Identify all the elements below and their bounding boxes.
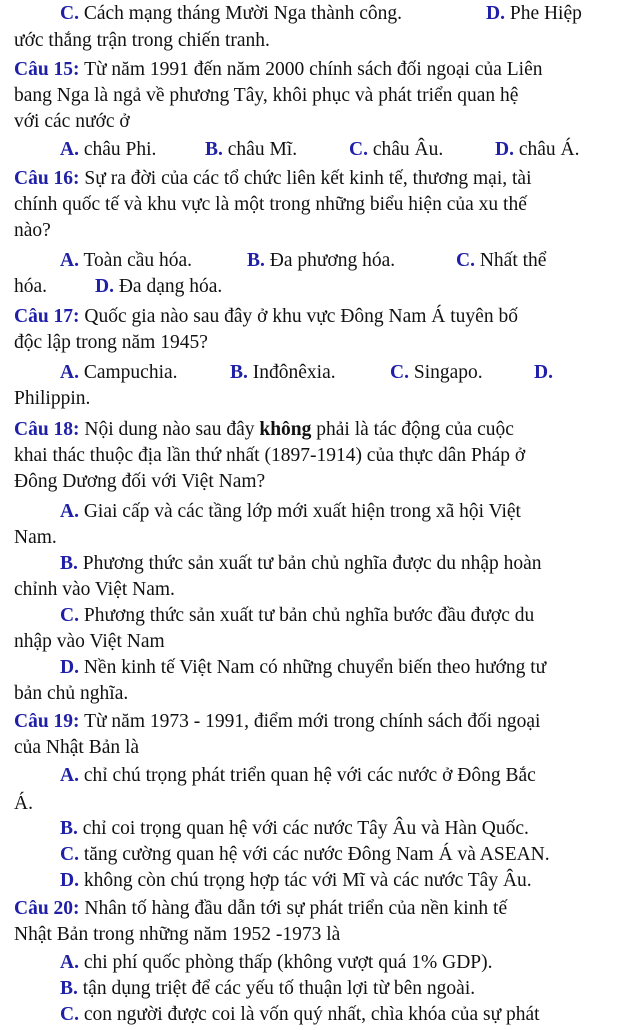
- q15-stem-line: bang Nga là ngả về phương Tây, khôi phục và phát triển quan hệ: [14, 85, 519, 106]
- option-text: Phe Hiệp: [509, 3, 582, 24]
- q17-option-c: C. Singapo.: [390, 362, 483, 383]
- q18-option-b: B. Phương thức sản xuất tư bản chủ nghĩa được du nhập hoàn: [60, 553, 542, 574]
- q16-stem-line: chính quốc tế và khu vực là một trong những biểu hiện của xu thế: [14, 194, 527, 215]
- q14-option-d-cont: ước thắng trận trong chiến tranh.: [14, 30, 270, 51]
- q17-stem-line: độc lập trong năm 1945?: [14, 332, 208, 353]
- q19-option-b: B. chỉ coi trọng quan hệ với các nước Tây Âu và Hàn Quốc.: [60, 818, 529, 839]
- q16-stem-line: Câu 16: Sự ra đời của các tổ chức liên kết kinh tế, thương mại, tài: [14, 168, 532, 189]
- option-label: C.: [60, 3, 79, 24]
- q15-option-c: C. châu Âu.: [349, 139, 444, 160]
- q16-option-a: A. Toàn cầu hóa.: [60, 250, 193, 271]
- question-number: Câu 16:: [14, 168, 80, 189]
- q20-option-a: A. chi phí quốc phòng thấp (không vượt quá 1% GDP).: [60, 952, 493, 973]
- question-number: Câu 20:: [14, 898, 80, 919]
- q20-option-c: C. con người được coi là vốn quý nhất, chìa khóa của sự phát: [60, 1004, 540, 1025]
- q17-option-d-cont: Philippin.: [14, 388, 91, 409]
- option-label: D.: [486, 3, 505, 24]
- q15-stem-line: với các nước ở: [14, 111, 130, 132]
- q15-stem-line: Câu 15: Từ năm 1991 đến năm 2000 chính sách đối ngoại của Liên: [14, 59, 543, 80]
- q16-option-b: B. Đa phương hóa.: [247, 250, 396, 271]
- q17-option-a: A. Campuchia.: [60, 362, 178, 383]
- q14-option-c: [60, 2, 402, 26]
- q18-option-c: C. Phương thức sản xuất tư bản chủ nghĩa bước đầu được du: [60, 605, 535, 626]
- q18-option-c-cont: nhập vào Việt Nam: [14, 631, 165, 652]
- q16-option-d: D. Đa dạng hóa.: [95, 276, 223, 297]
- q20-option-b: B. tận dụng triệt để các yếu tố thuận lợi từ bên ngoài.: [60, 978, 476, 999]
- q19-stem-line: của Nhật Bản là: [14, 737, 140, 758]
- q17-stem-line: Câu 17: Quốc gia nào sau đây ở khu vực Đông Nam Á tuyên bố: [14, 306, 518, 327]
- q19-option-a: A. chỉ chú trọng phát triển quan hệ với các nước ở Đông Bắc: [60, 765, 536, 786]
- question-number: Câu 15:: [14, 59, 80, 80]
- q18-option-b-cont: chỉnh vào Việt Nam.: [14, 579, 175, 600]
- q17-option-d: D.: [534, 362, 553, 383]
- q15-option-d: D. châu Á.: [495, 139, 580, 160]
- q18-option-a-cont: Nam.: [14, 527, 57, 548]
- q18-stem-line: khai thác thuộc địa lần thứ nhất (1897-1914) của thực dân Pháp ở: [14, 445, 526, 466]
- q17-option-b: B. Inđônêxia.: [230, 362, 336, 383]
- option-text: Cách mạng tháng Mười Nga thành công.: [83, 3, 403, 24]
- emphasis-negation: không: [259, 419, 312, 440]
- q20-stem-line: Câu 20: Nhân tố hàng đầu dẫn tới sự phát triển của nền kinh tế: [14, 898, 508, 919]
- q16-option-c-cont: hóa.: [14, 276, 48, 297]
- q20-stem-line: Nhật Bản trong những năm 1952 -1973 là: [14, 924, 341, 945]
- question-number: Câu 18:: [14, 419, 80, 440]
- q19-option-d: D. không còn chú trọng hợp tác với Mĩ và các nước Tây Âu.: [60, 870, 532, 891]
- question-number: Câu 19:: [14, 711, 80, 732]
- q19-option-c: C. tăng cường quan hệ với các nước Đông Nam Á và ASEAN.: [60, 844, 550, 865]
- q16-stem-line: nào?: [14, 220, 51, 241]
- q18-option-d-cont: bản chủ nghĩa.: [14, 683, 129, 704]
- question-number: Câu 17:: [14, 306, 80, 327]
- q18-option-d: D. Nền kinh tế Việt Nam có những chuyển biến theo hướng tư: [60, 657, 547, 678]
- q15-option-b: B. châu Mĩ.: [205, 139, 298, 160]
- q18-stem-line: Câu 18: Nội dung nào sau đây không phải là tác động của cuộc: [14, 419, 514, 440]
- q18-stem-line: Đông Dương đối với Việt Nam?: [14, 471, 266, 492]
- q18-option-a: A. Giai cấp và các tầng lớp mới xuất hiện trong xã hội Việt: [60, 501, 521, 522]
- q19-option-a-cont: Á.: [14, 793, 33, 814]
- q14-option-d: [486, 2, 582, 26]
- q16-option-c: C. Nhất thể: [456, 250, 547, 271]
- q15-option-a: A. châu Phi.: [60, 139, 157, 160]
- q19-stem-line: Câu 19: Từ năm 1973 - 1991, điểm mới trong chính sách đối ngoại: [14, 711, 541, 732]
